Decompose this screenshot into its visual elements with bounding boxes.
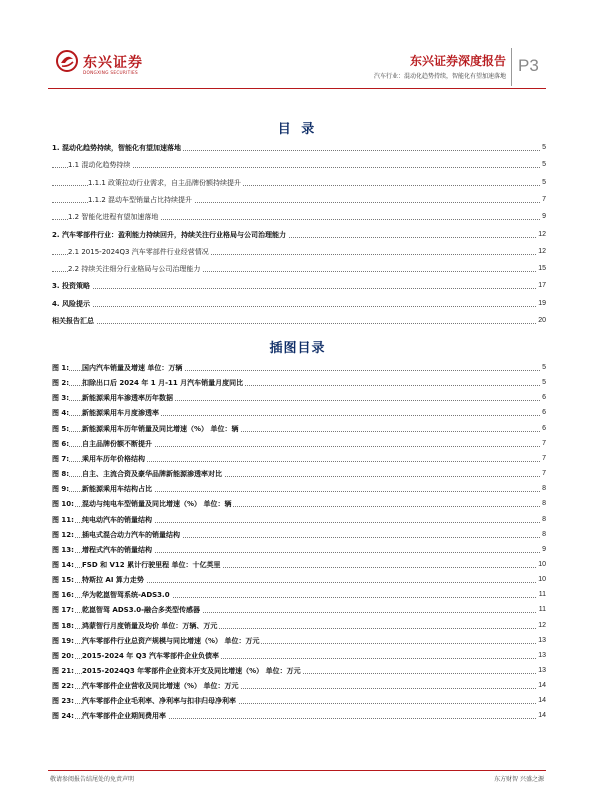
figure-entry[interactable] [52,620,546,632]
toc-entry[interactable] [52,315,546,327]
toc-title: 目 录 [277,122,318,137]
dongxing-logo-icon [56,50,78,72]
page-header [0,0,595,90]
figure-entry[interactable] [52,544,546,556]
figure-page: 14 [536,710,546,722]
figure-entry[interactable] [52,377,546,389]
figure-page: 9 [540,544,546,556]
company-logo [56,50,143,80]
figure-entry[interactable] [52,362,546,374]
figure-number: 图 12: [52,530,74,539]
figure-label: 新能源乘用车渗透率历年数据 [82,394,173,403]
figure-entry[interactable] [52,392,546,404]
figure-page: 13 [536,665,546,677]
footer-slogan: 东方财智 兴盛之源 [494,776,544,783]
figure-number: 图 22: [52,682,74,691]
toc-entry-label: 1.1.1 政策拉动行业需求，自主品牌份额持续提升 [88,178,242,187]
toc-entry-page: 5 [540,142,546,154]
figure-number: 图 1: [52,364,70,372]
figure-number: 图 4: [52,409,70,418]
figure-entry[interactable] [52,438,546,450]
figure-page: 6 [540,423,546,435]
toc-entry-page: 12 [536,246,546,258]
figures-title: 插图目录 [269,341,326,356]
figure-page: 6 [540,407,546,419]
figure-entry[interactable] [52,498,546,510]
toc-entry[interactable] [52,194,546,206]
figure-entry[interactable] [52,574,546,586]
figure-label: 国内汽车销量及增速 单位：万辆 [82,364,183,372]
figure-page: 8 [540,498,546,510]
figure-number: 图 10: [52,500,74,509]
figure-label: 插电式混合动力汽车的销量结构 [82,530,180,539]
toc-entry-label: 2.2 持续关注细分行业格局与公司治理能力 [68,265,201,274]
figure-number: 图 24: [52,712,74,721]
figure-entry[interactable] [52,650,546,662]
toc-entry-label: 1.1.2 混动车型销量占比持续提升 [88,195,193,204]
figure-label: 2015-2024 年 Q3 汽车零部件企业负债率 [82,651,220,660]
footer-disclaimer: 敬请参阅报告结尾处的免责声明 [50,776,135,783]
toc-entry-page: 5 [540,159,546,171]
figure-label: 新能源乘用车结构占比 [82,485,152,494]
figure-label: 纯电动汽车的销量结构 [82,515,152,524]
toc-entry[interactable] [52,263,546,275]
figure-page: 8 [540,529,546,541]
figure-label: 新能源乘用车月度渗透率 [82,409,159,418]
toc-entry[interactable] [52,159,546,171]
figure-label: 增程式汽车的销量结构 [82,545,152,554]
toc-entry-label: 2. 汽车零部件行业：盈利能力持续回升，持续关注行业格局与公司治理能力 [52,230,286,239]
header-divider [511,48,512,86]
figure-entry[interactable] [52,604,546,616]
figure-page: 7 [540,453,546,465]
figure-entry[interactable] [52,423,546,435]
logo-cn-text: 东兴证券 [83,55,143,71]
figure-label: 乾崑智驾 ADS3.0-融合多类型传感器 [82,606,201,615]
figure-entry[interactable] [52,695,546,707]
figure-label: 汽车零部件企业毛利率、净利率与扣非归母净利率 [82,697,236,706]
toc-leader-dots [52,306,546,307]
figure-label: 汽车零部件企业期间费用率 [82,712,166,721]
figure-entry[interactable] [52,635,546,647]
figure-page: 11 [537,604,546,616]
figure-number: 图 2: [52,379,70,388]
figure-entry[interactable] [52,589,546,601]
figure-number: 图 18: [52,621,74,630]
figure-label: 2015-2024Q3 年零部件企业资本开支及同比增速（%） 单位：万元 [82,667,301,675]
figure-entry[interactable] [52,407,546,419]
figure-label: 鸿蒙智行月度销量及均价 单位：万辆、万元 [82,621,218,630]
toc-entry-label: 1.2 智能化进程有望加速落地 [68,213,159,222]
logo-en-text: DONGXING SECURITIES [83,70,138,75]
figure-number: 图 19: [52,636,74,645]
toc-entry-page: 5 [540,177,546,189]
toc-entry[interactable] [52,280,546,292]
page-number: P3 [518,56,539,75]
figure-entry[interactable] [52,483,546,495]
figure-page: 10 [536,574,546,586]
toc-entry[interactable] [52,211,546,223]
figure-label: 汽车零部件行业总资产规模与同比增速（%） 单位：万元 [82,636,260,645]
figure-number: 图 21: [52,667,74,675]
toc-entry-page: 17 [536,280,546,292]
toc-entry[interactable] [52,298,546,310]
figure-label: 新能源乘用车历年销量及同比增速（%） 单位：辆 [82,424,239,433]
figure-number: 图 3: [52,394,70,403]
figure-page: 12 [536,620,546,632]
figure-number: 图 5: [52,424,70,433]
figure-page: 11 [537,589,546,601]
toc-entry[interactable] [52,246,546,258]
toc-entry-label: 2.1 2015-2024Q3 汽车零部件行业经营情况 [68,247,209,256]
figure-page: 5 [540,362,546,374]
toc-entry-page: 15 [536,263,546,275]
figure-number: 图 13: [52,545,74,554]
toc-entry-label: 1. 混动化趋势持续，智能化有望加速落地 [52,144,181,152]
figure-page: 7 [540,468,546,480]
toc-entry-label: 1.1 混动化趋势持续 [68,161,131,170]
figure-page: 13 [536,650,546,662]
figure-page: 8 [540,483,546,495]
figure-label: 乘用车历年价格结构 [82,454,145,463]
toc-entry-page: 20 [536,315,546,327]
figure-number: 图 23: [52,697,74,706]
figure-number: 图 17: [52,606,74,615]
figure-page: 8 [540,514,546,526]
figure-number: 图 16: [52,591,74,600]
report-subtitle: 汽车行业：混动化趋势持续，智能化有望加速落地 [373,73,506,80]
figure-page: 14 [536,680,546,692]
figure-number: 图 15: [52,576,74,585]
figure-entry[interactable] [52,453,546,465]
figure-entry[interactable] [52,680,546,692]
figure-label: 自主品牌份额不断提升 [82,439,152,448]
figure-number: 图 9: [52,485,70,494]
figure-page: 14 [536,695,546,707]
toc-entry-label: 4. 风险提示 [52,299,90,308]
figure-number: 图 6: [52,439,70,448]
figure-page: 13 [536,635,546,647]
toc-entry[interactable] [52,142,546,154]
figure-label: 特斯拉 AI 算力走势 [82,576,144,585]
figure-label: FSD 和 V12 累计行驶里程 单位：十亿英里 [82,560,221,569]
figure-label: 混动与纯电车型销量及同比增速（%） 单位：辆 [82,500,232,509]
figure-label: 汽车零部件企业营收及同比增速（%） 单位：万元 [82,682,239,691]
figure-page: 10 [536,559,546,571]
report-brand: 东兴证券深度报告 [409,54,506,68]
figure-page: 5 [540,377,546,389]
header-rule [48,88,546,89]
figure-page: 7 [540,438,546,450]
figure-number: 图 8: [52,470,70,479]
figure-label: 华为乾崑智驾系统-ADS3.0 [82,591,170,600]
toc-entry-page: 9 [540,211,546,223]
figure-entry[interactable] [52,559,546,571]
figure-entry[interactable] [52,468,546,480]
figure-label: 自主、主流合资及豪华品牌新能源渗透率对比 [82,470,222,479]
toc-entry-page: 7 [540,194,546,206]
toc-entry-page: 12 [536,229,546,241]
toc-entry[interactable] [52,229,546,241]
toc-entry[interactable] [52,177,546,189]
toc-entry-page: 19 [536,298,546,310]
figure-entry[interactable] [52,529,546,541]
footer-rule [48,770,546,771]
figure-number: 图 7: [52,454,70,463]
toc-leader-dots [52,323,546,324]
figure-number: 图 11: [52,515,74,524]
toc-entry-label: 3. 投资策略 [52,282,90,291]
figure-page: 6 [540,392,546,404]
figure-number: 图 20: [52,651,74,660]
figure-entry[interactable] [52,665,546,677]
figure-entry[interactable] [52,710,546,722]
figure-label: 扣除出口后 2024 年 1 月-11 月汽车销量月度同比 [82,379,244,388]
figure-entry[interactable] [52,514,546,526]
toc-leader-dots [52,288,546,289]
figure-number: 图 14: [52,560,74,569]
toc-entry-label: 相关报告汇总 [52,317,94,325]
